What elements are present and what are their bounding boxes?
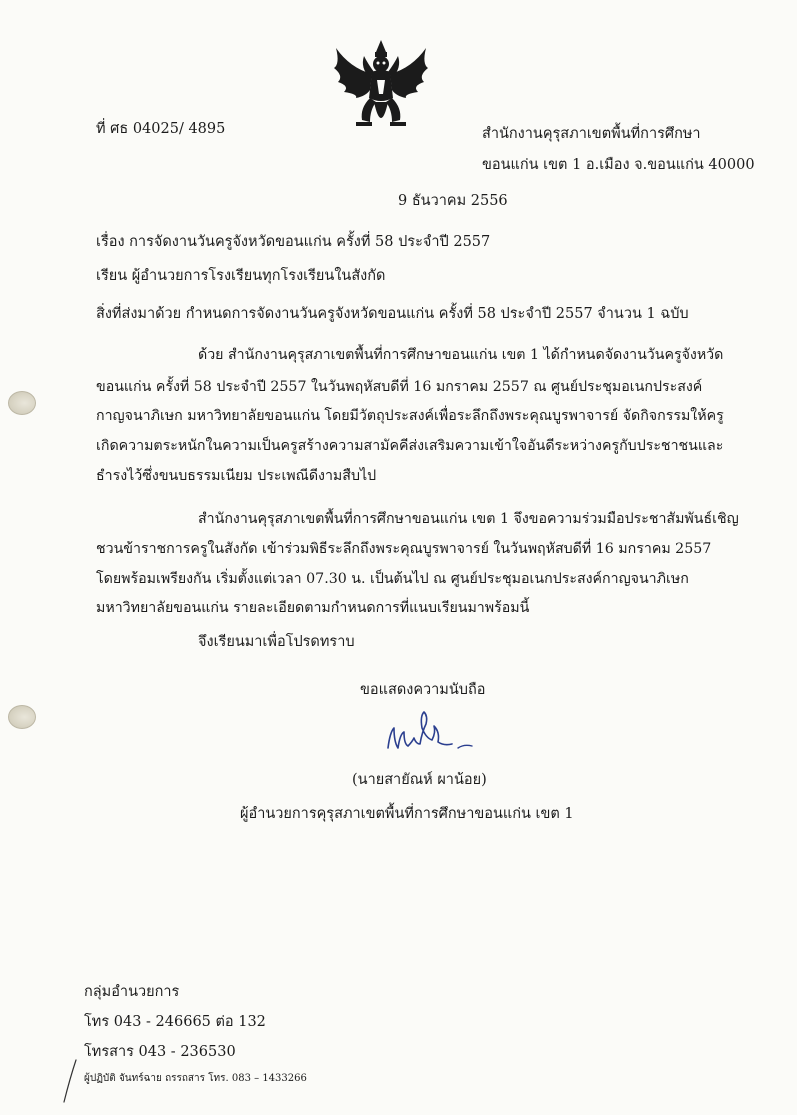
margin-mark-icon xyxy=(62,1058,78,1104)
operator-contact: ผู้ปฏิบัติ จันทร์ฉาย ถรรถสาร โทร. 083 – 1433266 xyxy=(84,1073,307,1084)
punch-hole-top xyxy=(8,391,36,415)
office-address: ขอนแก่น เขต 1 อ.เมือง จ.ขอนแก่น 40000 xyxy=(482,157,755,173)
letter-subject: เรื่อง การจัดงานวันครูจังหวัดขอนแก่น ครั้งที่ 58 ประจำปี 2557 xyxy=(96,234,491,250)
paragraph-2-line: มหาวิทยาลัยขอนแก่น รายละเอียดตามกำหนดการที่แนบเรียนมาพร้อมนี้ xyxy=(96,600,530,616)
signature-icon xyxy=(382,702,478,758)
paragraph-1-line: กาญจนาภิเษก มหาวิทยาลัยขอนแก่น โดยมีวัตถุประสงค์เพื่อระลึกถึงพระคุณบูรพาจารย์ จัดกิจกรรมให้ครู xyxy=(96,408,724,424)
letter-enclosure: สิ่งที่ส่งมาด้วย กำหนดการจัดงานวันครูจังหวัดขอนแก่น ครั้งที่ 58 ประจำปี 2557 จำนวน 1 ฉบับ xyxy=(96,306,689,322)
paragraph-2-line: โดยพร้อมเพรียงกัน เริ่มตั้งแต่เวลา 07.30 น. เป็นต้นไป ณ ศูนย์ประชุมอเนกประสงค์กาญจนาภิเษก xyxy=(96,571,689,587)
signer-title: ผู้อำนวยการคุรุสภาเขตพื้นที่การศึกษาขอนแก่น เขต 1 xyxy=(240,806,574,822)
signer-name: (นายสายัณห์ ผาน้อย) xyxy=(352,772,487,788)
paragraph-2-line: ชวนข้าราชการครูในสังกัด เข้าร่วมพิธีระลึกถึงพระคุณบูรพาจารย์ ในวันพฤหัสบดีที่ 16 มกราคม 2557 xyxy=(96,541,712,557)
paragraph-1-line: ธำรงไว้ซึ่งขนบธรรมเนียม ประเพณีดีงามสืบไป xyxy=(96,468,377,484)
paragraph-1-line: ด้วย สำนักงานคุรุสภาเขตพื้นที่การศึกษาขอนแก่น เขต 1 ได้กำหนดจัดงานวันครูจังหวัด xyxy=(198,347,724,363)
garuda-emblem-icon xyxy=(330,38,432,136)
punch-hole-bottom xyxy=(8,705,36,729)
paragraph-2-line: สำนักงานคุรุสภาเขตพื้นที่การศึกษาขอนแก่น เขต 1 จึงขอความร่วมมือประชาสัมพันธ์เชิญ xyxy=(198,511,739,527)
reference-number: ที่ ศธ 04025/ 4895 xyxy=(96,121,226,137)
paragraph-1-line: เกิดความตระหนักในความเป็นครูสร้างความสามัคคีส่งเสริมความเข้าใจอันดีระหว่างครูกับประชาชนและ xyxy=(96,438,724,454)
office-name: สำนักงานคุรุสภาเขตพื้นที่การศึกษา xyxy=(482,126,701,142)
phone-number: โทร 043 - 246665 ต่อ 132 xyxy=(84,1014,266,1030)
letter-date: 9 ธันวาคม 2556 xyxy=(398,193,508,209)
department: กลุ่มอำนวยการ xyxy=(84,984,180,1000)
paragraph-1-line: ขอนแก่น ครั้งที่ 58 ประจำปี 2557 ในวันพฤหัสบดีที่ 16 มกราคม 2557 ณ ศูนย์ประชุมอเนกประสงค์ xyxy=(96,379,703,395)
letter-recipient: เรียน ผู้อำนวยการโรงเรียนทุกโรงเรียนในสังกัด xyxy=(96,268,386,284)
fax-number: โทรสาร 043 - 236530 xyxy=(84,1044,236,1060)
closing-request: จึงเรียนมาเพื่อโปรดทราบ xyxy=(198,634,355,650)
sign-off: ขอแสดงความนับถือ xyxy=(360,682,486,698)
